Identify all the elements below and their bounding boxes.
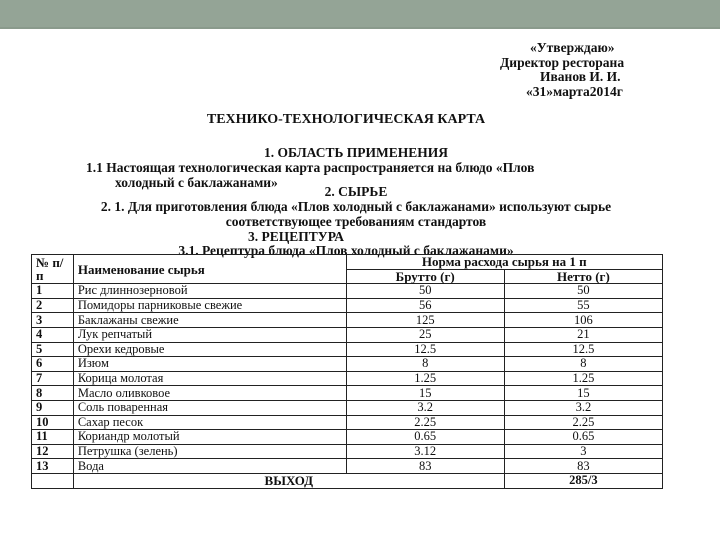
brutto-value: 12.5 bbox=[346, 342, 504, 357]
row-number: 11 bbox=[32, 430, 74, 445]
table-row bbox=[32, 313, 663, 328]
brutto-value: 8 bbox=[346, 357, 504, 372]
approval-title: «Утверждаю» bbox=[530, 40, 615, 55]
netto-value: 3 bbox=[504, 444, 662, 459]
total-netto-value: 285/3 bbox=[504, 473, 662, 488]
row-number: 8 bbox=[32, 386, 74, 401]
header-ingredient-name: Наименование сырья bbox=[73, 255, 346, 284]
brutto-value: 56 bbox=[346, 298, 504, 313]
brutto-value: 3.2 bbox=[346, 400, 504, 415]
ingredient-name: Баклажаны свежие bbox=[73, 313, 346, 328]
table-row bbox=[32, 371, 663, 386]
row-number: 3 bbox=[32, 313, 74, 328]
ingredient-name: Сахар песок bbox=[73, 415, 346, 430]
section1-text-line1: 1.1 Настоящая технологическая карта распространяется на блюдо «Плов bbox=[86, 160, 535, 175]
table-row bbox=[32, 400, 663, 415]
table-row bbox=[32, 444, 663, 459]
row-number: 9 bbox=[32, 400, 74, 415]
table-row bbox=[32, 284, 663, 299]
table-row bbox=[32, 386, 663, 401]
brutto-value: 1.25 bbox=[346, 371, 504, 386]
row-number: 7 bbox=[32, 371, 74, 386]
row-number: 6 bbox=[32, 357, 74, 372]
section2-text-line2: соответствующее требованиям стандартов bbox=[225, 214, 487, 229]
netto-value: 3.2 bbox=[504, 400, 662, 415]
approval-date: «31»марта2014г bbox=[526, 83, 623, 99]
ingredient-name: Вода bbox=[73, 459, 346, 474]
table-row bbox=[32, 459, 663, 474]
netto-value: 21 bbox=[504, 327, 662, 342]
brutto-value: 50 bbox=[346, 284, 504, 299]
table-row bbox=[32, 415, 663, 430]
row-number: 13 bbox=[32, 459, 74, 474]
total-row-number bbox=[32, 473, 74, 488]
netto-value: 12.5 bbox=[504, 342, 662, 357]
brutto-value: 3.12 bbox=[346, 444, 504, 459]
netto-value: 55 bbox=[504, 298, 662, 313]
netto-value: 0.65 bbox=[504, 430, 662, 445]
ingredient-name: Орехи кедровые bbox=[73, 342, 346, 357]
ingredient-name: Масло оливковое bbox=[73, 386, 346, 401]
netto-value: 83 bbox=[504, 459, 662, 474]
netto-value: 2.25 bbox=[504, 415, 662, 430]
ingredient-name: Кориандр молотый bbox=[73, 430, 346, 445]
approval-stamp bbox=[500, 41, 670, 99]
brutto-value: 125 bbox=[346, 313, 504, 328]
ingredient-name: Петрушка (зелень) bbox=[73, 444, 346, 459]
row-number: 1 bbox=[32, 284, 74, 299]
section2-text-line1: 2. 1. Для приготовления блюда «Плов холодный с баклажанами» используют сырье bbox=[100, 199, 612, 214]
header-netto: Нетто (г) bbox=[504, 269, 662, 284]
netto-value: 1.25 bbox=[504, 371, 662, 386]
approval-position: Директор ресторана bbox=[500, 54, 625, 70]
brutto-value: 83 bbox=[346, 459, 504, 474]
section3-heading: 3. РЕЦЕПТУРА bbox=[248, 229, 344, 244]
recipe-table bbox=[31, 254, 663, 489]
brutto-value: 15 bbox=[346, 386, 504, 401]
table-row bbox=[32, 342, 663, 357]
row-number: 10 bbox=[32, 415, 74, 430]
ingredient-name: Изюм bbox=[73, 357, 346, 372]
netto-value: 106 bbox=[504, 313, 662, 328]
row-number: 4 bbox=[32, 327, 74, 342]
table-row bbox=[32, 298, 663, 313]
netto-value: 15 bbox=[504, 386, 662, 401]
header-brutto: Брутто (г) bbox=[346, 269, 504, 284]
ingredient-name: Помидоры парниковые свежие bbox=[73, 298, 346, 313]
row-number: 5 bbox=[32, 342, 74, 357]
ingredient-name: Лук репчатый bbox=[73, 327, 346, 342]
section3-subheading: 3.1. Рецептура блюда «Плов холодный с баклажанами» bbox=[178, 243, 514, 258]
ingredient-name: Соль поваренная bbox=[73, 400, 346, 415]
total-row bbox=[32, 473, 663, 488]
approval-person: Иванов И. И. bbox=[540, 69, 621, 84]
brutto-value: 0.65 bbox=[346, 430, 504, 445]
row-number: 2 bbox=[32, 298, 74, 313]
table-row bbox=[32, 357, 663, 372]
brutto-value: 2.25 bbox=[346, 415, 504, 430]
header-norm: Норма расхода сырья на 1 п bbox=[346, 255, 662, 270]
header-number: № п/п bbox=[32, 255, 74, 284]
row-number: 12 bbox=[32, 444, 74, 459]
section2-heading: 2. СЫРЬЕ bbox=[324, 184, 388, 199]
section1-heading: 1. ОБЛАСТЬ ПРИМЕНЕНИЯ bbox=[263, 145, 449, 160]
brutto-value: 25 bbox=[346, 327, 504, 342]
total-label: ВЫХОД bbox=[73, 473, 504, 488]
table-row bbox=[32, 430, 663, 445]
document-title: ТЕХНИКО-ТЕХНОЛОГИЧЕСКАЯ КАРТА bbox=[206, 112, 486, 127]
slide-header-band bbox=[0, 0, 720, 29]
table-header-row bbox=[32, 255, 663, 270]
ingredient-name: Корица молотая bbox=[73, 371, 346, 386]
ingredient-name: Рис длиннозерновой bbox=[73, 284, 346, 299]
netto-value: 50 bbox=[504, 284, 662, 299]
netto-value: 8 bbox=[504, 357, 662, 372]
table-row bbox=[32, 327, 663, 342]
section1-text-line2: холодный с баклажанами» bbox=[115, 175, 278, 190]
